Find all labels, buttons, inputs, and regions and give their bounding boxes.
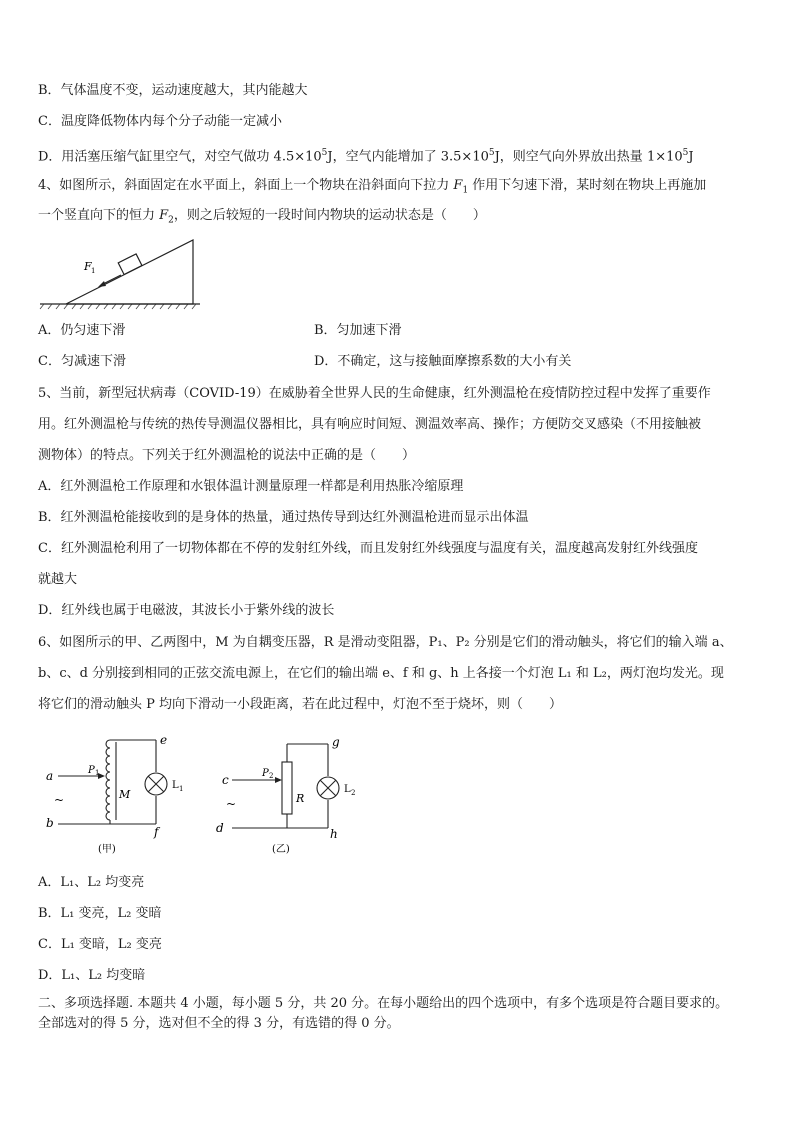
q6-stem-line1: 6、如图所示的甲、乙两图中，M 为自耦变压器，R 是滑动变阻器，P₁、P₂ 分别是它们的滑动触头，将它们的输入端 a、 bbox=[38, 635, 733, 650]
terminal-a: a bbox=[46, 769, 54, 783]
block bbox=[118, 254, 142, 275]
q4-options-row2 bbox=[38, 352, 738, 372]
q6-stem-line2: b、c、d 分别接到相同的正弦交流电源上，在它们的输出端 e、f 和 g、h 上各接一个灯泡 L₁ 和 L₂，两灯泡均发光。现 bbox=[38, 666, 724, 681]
slider-p2-arrow bbox=[275, 777, 282, 783]
svg-text:2: 2 bbox=[269, 772, 274, 780]
svg-text:1: 1 bbox=[179, 785, 184, 793]
rheostat-r bbox=[282, 762, 292, 814]
q4-option-d: D．不确定，这与接触面摩擦系数的大小有关 bbox=[314, 354, 572, 369]
q5-option-d: D．红外线也属于电磁波，其波长小于紫外线的波长 bbox=[38, 603, 335, 618]
label-l2: L bbox=[344, 784, 351, 795]
terminal-c: c bbox=[222, 773, 229, 787]
prev-option-b: B．气体温度不变，运动速度越大，其内能越大 bbox=[38, 83, 308, 98]
q5-option-c-line2: 就越大 bbox=[38, 572, 78, 587]
q6-option-a: A．L₁、L₂ 均变亮 bbox=[38, 875, 145, 890]
q5-option-c-line1: C．红外测温枪利用了一切物体都在不停的发射红外线，而且发射红外线强度与温度有关，温度越高发射红外线强度 bbox=[38, 541, 698, 556]
terminal-f: f bbox=[154, 825, 159, 839]
q6-option-d: D．L₁、L₂ 均变暗 bbox=[38, 968, 146, 983]
label-m: M bbox=[119, 788, 131, 801]
label-p2: P bbox=[262, 768, 269, 779]
svg-text:1: 1 bbox=[95, 769, 100, 777]
q5-stem-line2: 用。红外测温枪与传统的热传导测温仪器相比，具有响应时间短、测温效率高、操作；方便防交叉感染（不用接触被 bbox=[38, 417, 702, 432]
prev-option-c: C．温度降低物体内每个分子动能一定减小 bbox=[38, 114, 282, 129]
q4-stem-line2: 一个竖直向下的恒力 $F_2$，则之后较短的一段时间内物块的运动状态是（ ） bbox=[38, 208, 486, 226]
terminal-h: h bbox=[330, 827, 338, 841]
terminal-d: d bbox=[216, 821, 224, 835]
q5-option-b: B．红外测温枪能接收到的是身体的热量，通过热传导到达红外测温枪进而显示出体温 bbox=[38, 510, 529, 525]
ac-source-symbol: ~ bbox=[54, 793, 65, 807]
incline-figure bbox=[38, 232, 208, 312]
svg-text:2: 2 bbox=[351, 789, 356, 797]
caption-yi: (乙) bbox=[272, 844, 290, 855]
label-r: R bbox=[296, 792, 305, 805]
q6-option-c: C．L₁ 变暗，L₂ 变亮 bbox=[38, 937, 162, 952]
label-f1: F bbox=[84, 260, 92, 273]
label-l1: L bbox=[172, 780, 179, 791]
prev-option-d: D．用活塞压缩气缸里空气，对空气做功 $4.5\times 10^5J$，空气内能增加了 $3.5\times 10^5J$，则空气向外界放出热量 $1\times 10^5J$ bbox=[38, 148, 694, 165]
q5-stem-line1: 5、当前，新型冠状病毒（COVID-19）在威胁着全世界人民的生命健康，红外测温枪在疫情防控过程中发挥了重要作 bbox=[38, 386, 711, 401]
circuit-jia bbox=[38, 728, 198, 858]
svg-text:1: 1 bbox=[91, 267, 96, 275]
q4-stem-line1: 4、如图所示，斜面固定在水平面上，斜面上一个物块在沿斜面向下拉力 $F_1$ 作用下匀速下滑，某时刻在物块上再施加 bbox=[38, 178, 707, 196]
terminal-e: e bbox=[160, 733, 168, 747]
section2-instructions-line2: 全部选对的得 5 分，选对但不全的得 3 分，有选错的得 0 分。 bbox=[38, 1016, 400, 1031]
q5-option-a: A．红外测温枪工作原理和水银体温计测量原理一样都是利用热胀冷缩原理 bbox=[38, 479, 464, 494]
q4-option-b: B．匀加速下滑 bbox=[314, 323, 402, 338]
terminal-b: b bbox=[46, 816, 54, 830]
circuit-yi bbox=[210, 728, 370, 858]
q4-option-c: C．匀减速下滑 bbox=[38, 354, 126, 369]
q4-option-a: A．仍匀速下滑 bbox=[38, 323, 126, 338]
section2-instructions-line1: 二、多项选择题. 本题共 4 小题，每小题 5 分，共 20 分。在每小题给出的四个选项中，有多个选项是符合题目要求的。 bbox=[38, 996, 729, 1011]
q6-stem-line3: 将它们的滑动触头 P 均向下滑动一小段距离，若在此过程中，灯泡不至于烧坏，则（ ） bbox=[38, 697, 563, 712]
label-p1: P bbox=[88, 765, 95, 776]
ac-source-symbol: ~ bbox=[226, 797, 237, 811]
q5-stem-line3: 测物体）的特点。下列关于红外测温枪的说法中正确的是（ ） bbox=[38, 448, 416, 463]
autotransformer-coil bbox=[106, 740, 110, 820]
terminal-g: g bbox=[332, 735, 340, 749]
q6-option-b: B．L₁ 变亮，L₂ 变暗 bbox=[38, 906, 162, 921]
caption-jia: (甲) bbox=[98, 844, 116, 855]
q4-options-row1 bbox=[38, 321, 738, 341]
